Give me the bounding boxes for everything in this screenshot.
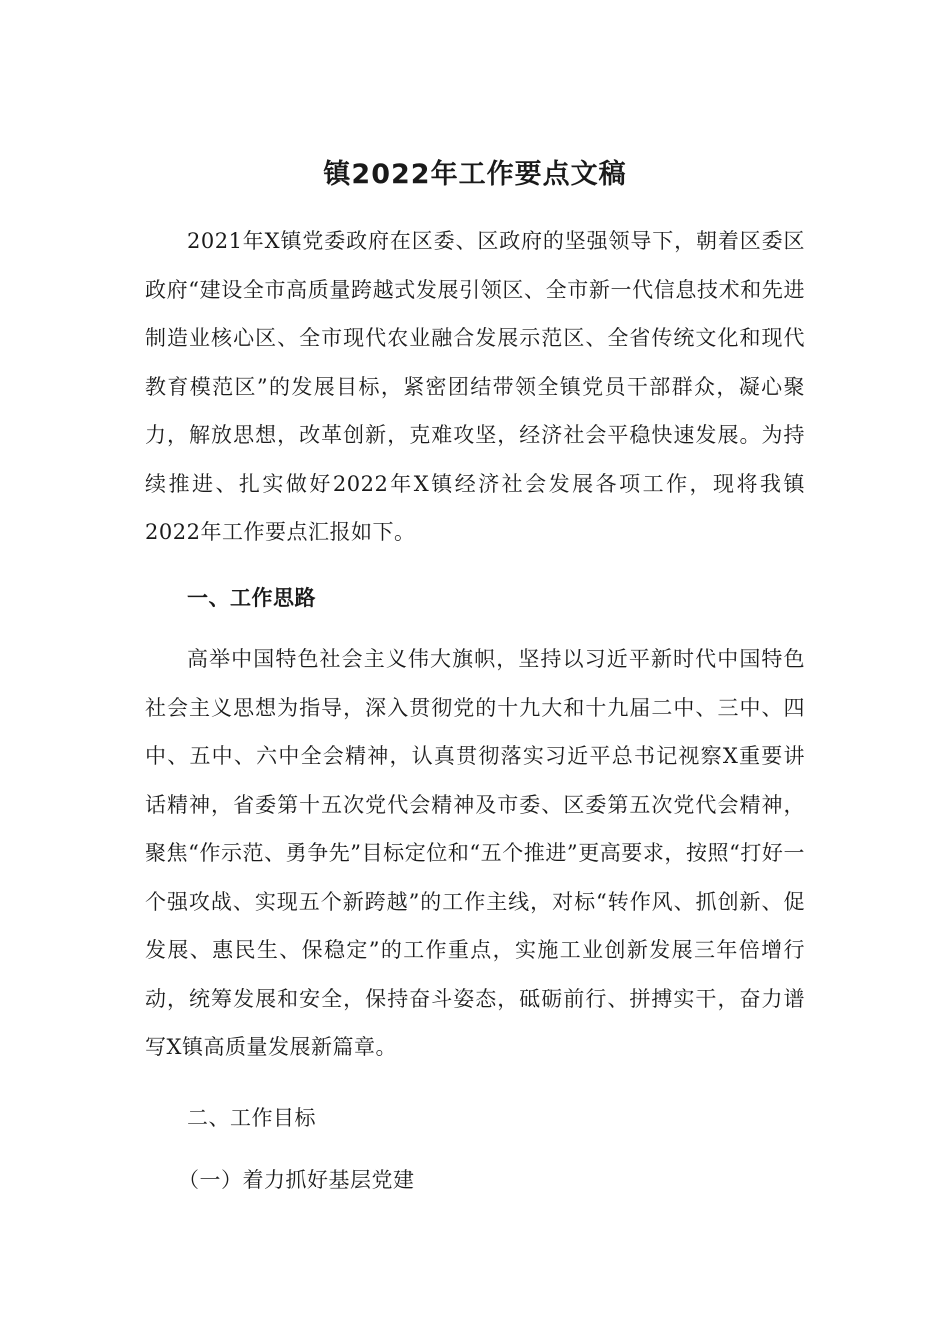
section-heading-work-goals: 二、工作目标	[187, 1106, 316, 1130]
section-heading-work-thinking: 一、工作思路	[187, 586, 316, 610]
work-thinking-paragraph: 高举中国特色社会主义伟大旗帜，坚持以习近平新时代中国特色社会主义思想为指导，深入贯彻党的十九大和十九届二中、三中、四中、五中、六中全会精神，认真贯彻落实习近平总书记视察X重要讲话精神，省委第十五次党代会精神及市委、区委第五次党代会精神，聚焦“作示范、勇争先”目标定位和“五个推进”更高要求，按照“打好一个强攻战、实现五个新跨越”的工作主线，对标“转作风、抓创新、促发展、惠民生、保稳定”的工作重点，实施工业创新发展三年倍增行动，统筹发展和安全，保持奋斗姿态，砥砺前行、拼搏实干，奋力谱写X镇高质量发展新篇章。	[145, 647, 805, 1059]
subsection-heading-party-building: （一）着力抓好基层党建	[178, 1168, 415, 1192]
page-title: 镇2022年工作要点文稿	[323, 159, 627, 190]
intro-paragraph: 2021年X镇党委政府在区委、区政府的坚强领导下，朝着区委区政府“建设全市高质量跨越式发展引领区、全市新一代信息技术和先进制造业核心区、全市现代农业融合发展示范区、全省传统文化和现代教育模范区”的发展目标，紧密团结带领全镇党员干部群众，凝心聚力，解放思想，改革创新，克难攻坚，经济社会平稳快速发展。为持续推进、扎实做好2022年X镇经济社会发展各项工作，现将我镇2022年工作要点汇报如下。	[145, 229, 805, 544]
